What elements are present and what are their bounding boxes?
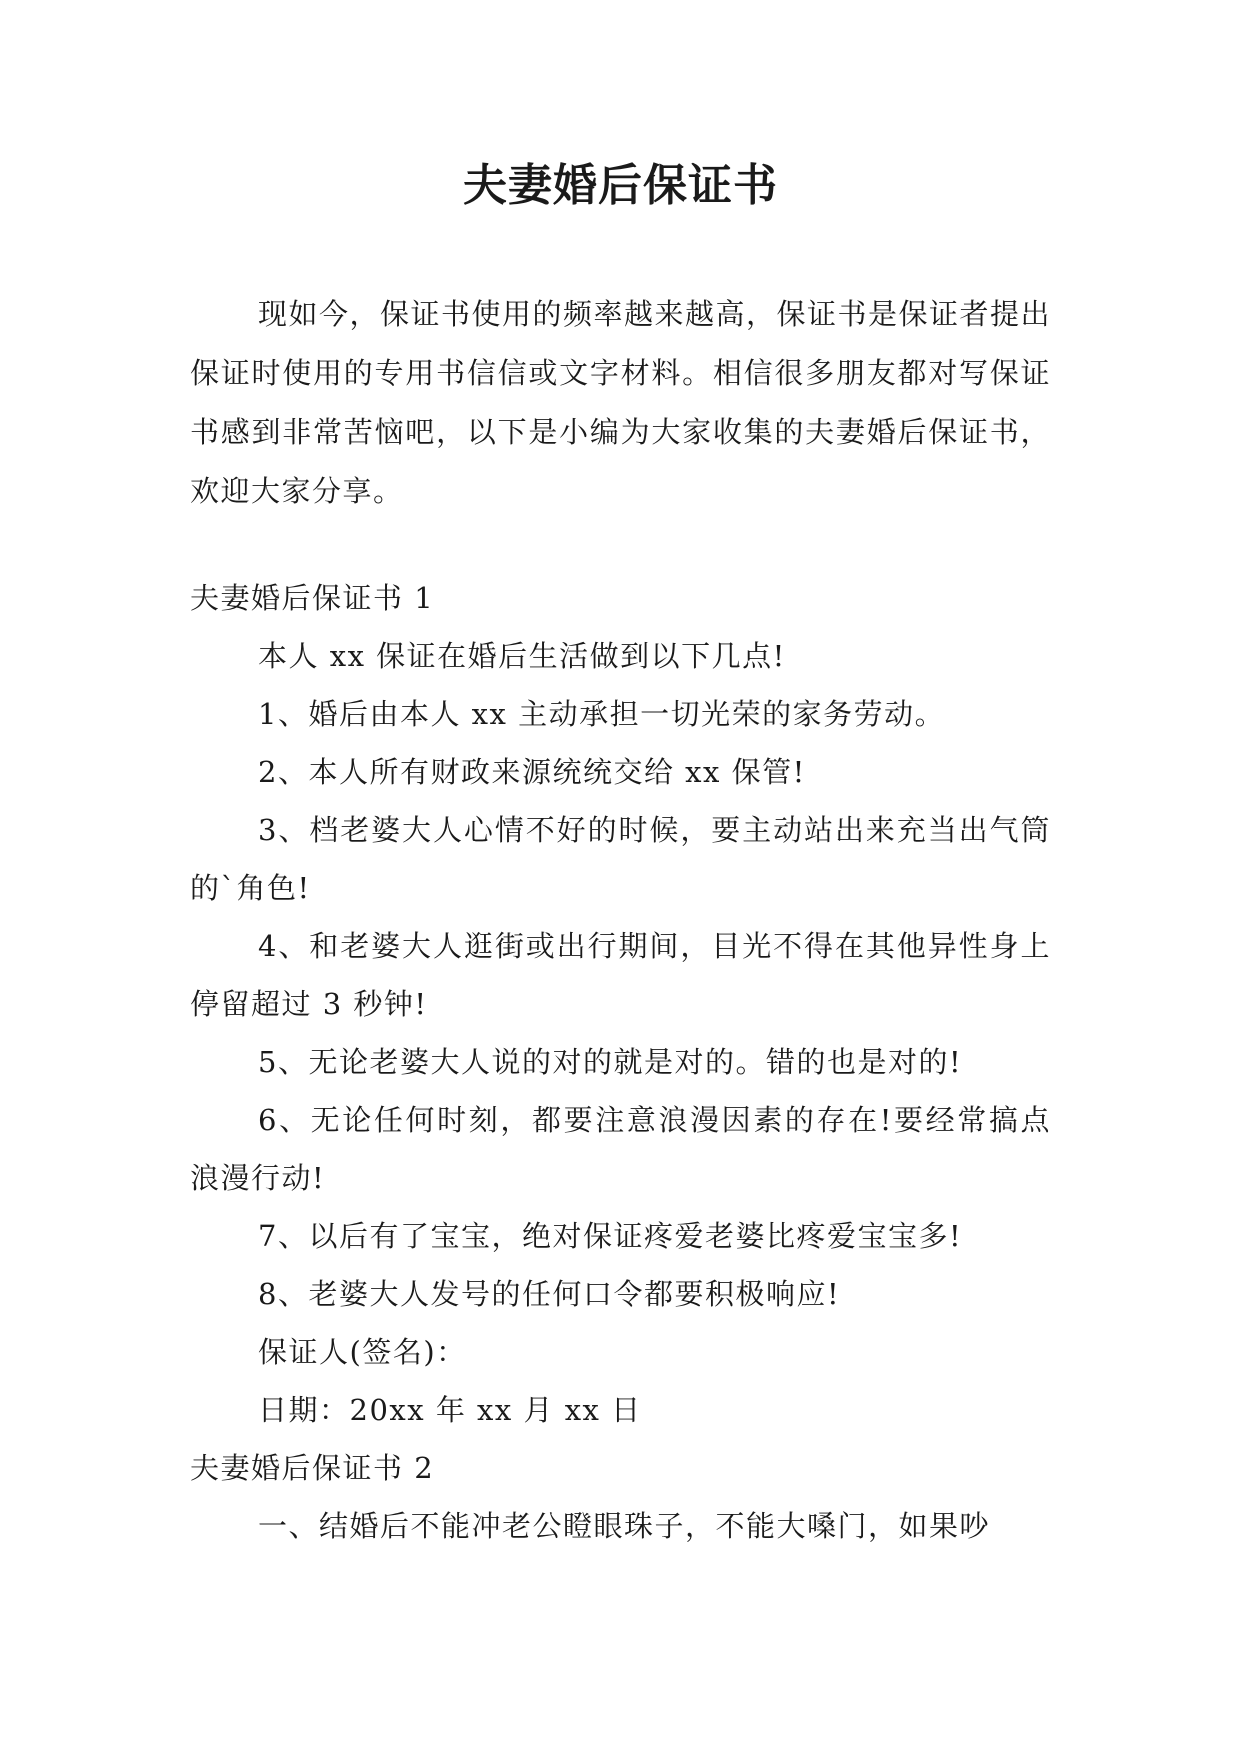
section-1-heading: 夫妻婚后保证书 1 (190, 581, 435, 615)
document-body (190, 285, 1051, 1555)
section-1-opening: 本人 xx 保证在婚后生活做到以下几点! (258, 639, 786, 673)
signature-line: 保证人(签名)： (258, 1335, 467, 1369)
section-1-item-7: 7、以后有了宝宝，绝对保证疼爱老婆比疼爱宝宝多! (258, 1219, 963, 1253)
section-1-item-5: 5、无论老婆大人说的对的就是对的。错的也是对的! (258, 1045, 963, 1079)
document-title: 夫妻婚后保证书 (463, 160, 778, 211)
section-1-item-2: 2、本人所有财政来源统统交给 xx 保管! (258, 755, 806, 789)
section-1-item-8: 8、老婆大人发号的任何口令都要积极响应! (258, 1277, 841, 1311)
section-1-item-6: 6、无论任何时刻，都要注意浪漫因素的存在!要经常搞点浪漫行动! (190, 1103, 1051, 1195)
section-1-item-3: 3、档老婆大人心情不好的时候，要主动站出来充当出气筒的`角色! (190, 813, 1051, 905)
date-line: 日期：20xx 年 xx 月 xx 日 (258, 1393, 642, 1427)
section-1-item-1: 1、婚后由本人 xx 主动承担一切光荣的家务劳动。 (258, 697, 946, 731)
intro-paragraph: 现如今，保证书使用的频率越来越高，保证书是保证者提出保证时使用的专用书信信或文字材料。相信很多朋友都对写保证书感到非常苦恼吧，以下是小编为大家收集的夫妻婚后保证书，欢迎大家分享。 (190, 297, 1052, 508)
section-1-item-4: 4、和老婆大人逛街或出行期间，目光不得在其他异性身上停留超过 3 秒钟! (190, 929, 1051, 1021)
section-2-heading: 夫妻婚后保证书 2 (190, 1451, 435, 1485)
section-2-first-line: 一、结婚后不能冲老公瞪眼珠子，不能大嗓门，如果吵 (258, 1509, 991, 1543)
